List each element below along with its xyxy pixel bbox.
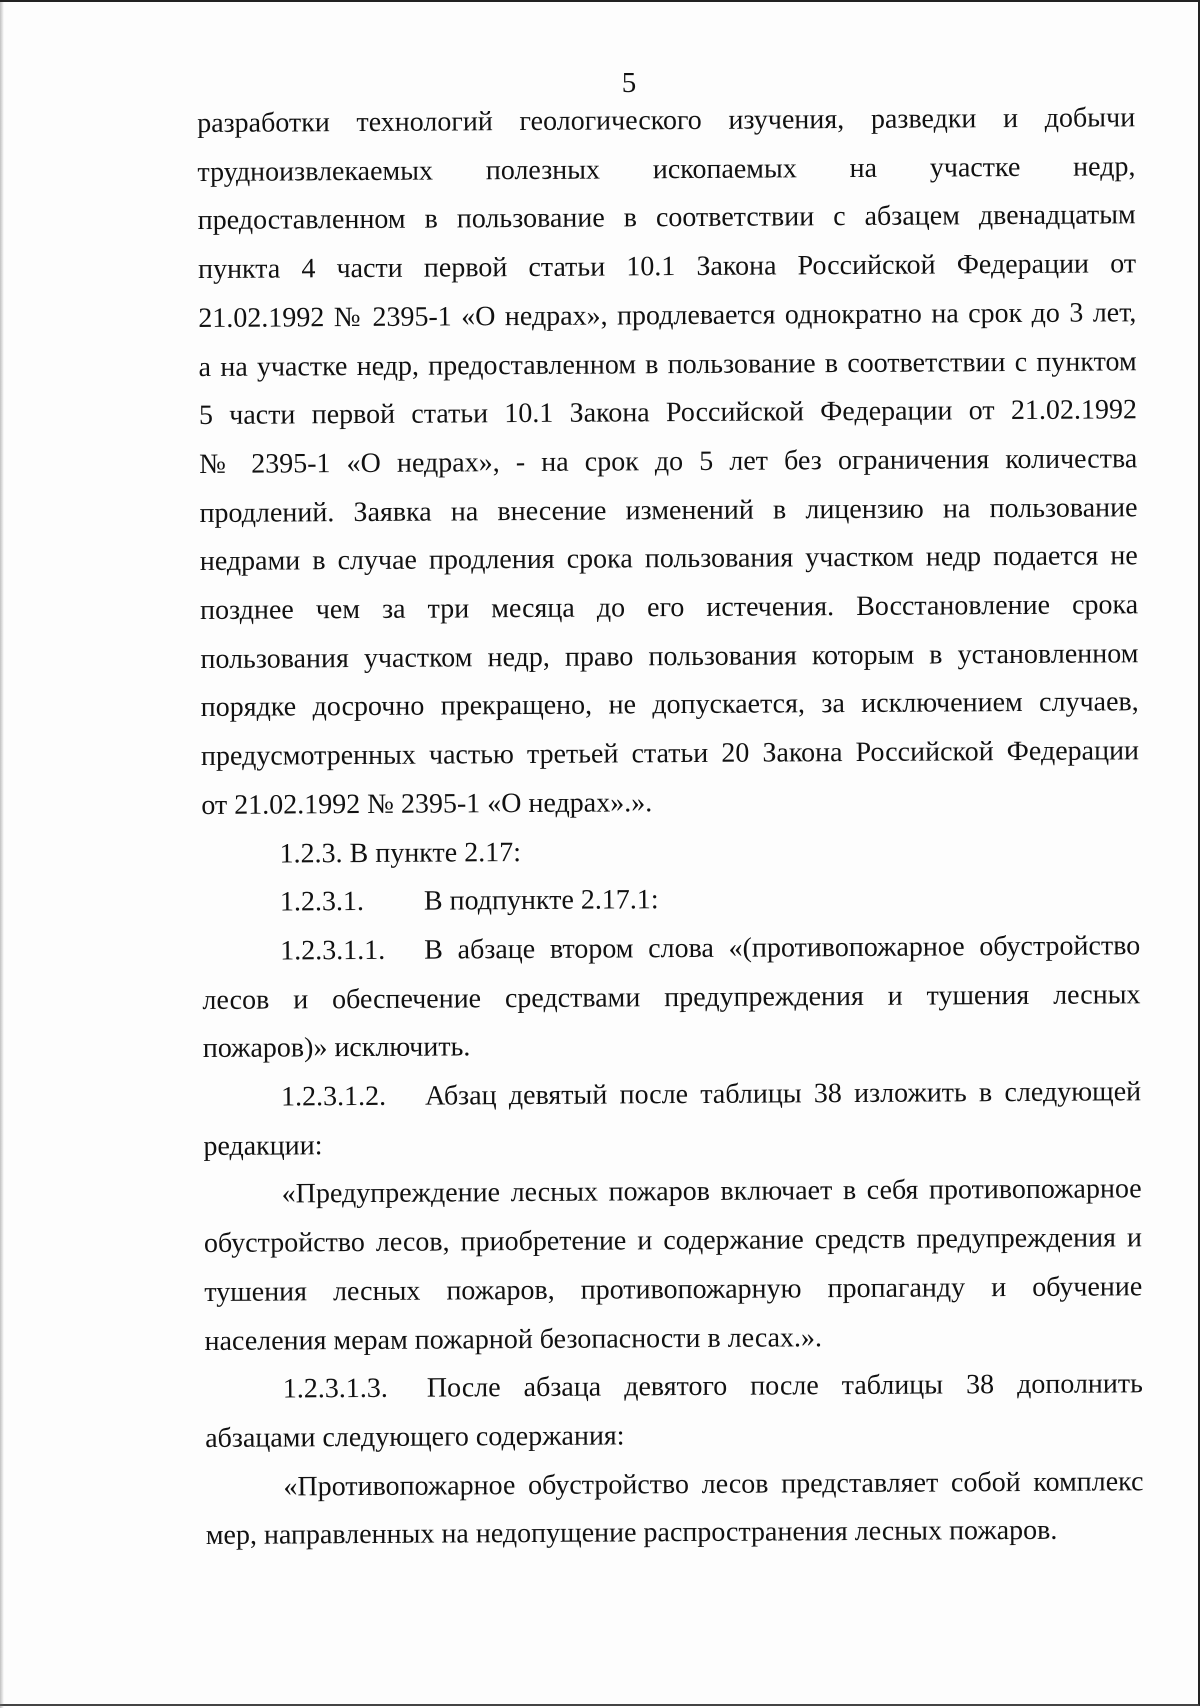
body-line: предоставленном в пользование в соответствии с абзацем двенадцатым [197, 199, 1136, 237]
body-line: порядке досрочно прекращено, не допускается, за исключением случаев, [200, 686, 1139, 724]
body-line: недрами в случае продления срока пользования участком недр подается не [199, 540, 1138, 578]
body-line: населения мерам пожарной безопасности в лесах.». [204, 1321, 823, 1357]
clause-text: В подпункте 2.17.1: [423, 884, 659, 917]
body-line: пункта 4 части первой статьи 10.1 Закона Российской Федерации от [197, 248, 1137, 286]
page-number: 5 [621, 67, 637, 99]
body-line: обустройство лесов, приобретение и содержание средств предупреждения и [203, 1222, 1143, 1260]
body-line: а на участке недр, предоставленном в пользование в соответствии с пунктом [198, 345, 1137, 383]
body-line: тушения лесных пожаров, противопожарную пропаганду и обучение [204, 1271, 1143, 1308]
body-line: редакции: [203, 1130, 323, 1162]
body-line: абзацами следующего содержания: [205, 1420, 625, 1454]
clause-number: 1.2.3.1.2. [280, 1080, 387, 1113]
clause-number: 1.2.3.1.3. [282, 1373, 388, 1405]
clause-1-2-3: 1.2.3. В пункте 2.17: [279, 836, 522, 870]
quote-paragraph-first-line: «Противопожарное обустройство лесов представляет собой комплекс [283, 1465, 1144, 1503]
body-line: пользования участком недр, право пользования которым в установленном [200, 637, 1139, 675]
body-line: пожаров)» исключить. [202, 1031, 471, 1065]
body-line: № 2395-1 «О недрах», - на срок до 5 лет без ограничения количества [199, 443, 1138, 480]
clause-number: 1.2.3.1.1. [280, 934, 386, 967]
body-line: предусмотренных частью третьей статьи 20 Закона Российской Федерации [200, 735, 1140, 773]
clause-text: В абзаце втором слова «(противопожарное обустройство [424, 930, 1141, 966]
body-line: 5 части первой статьи 10.1 Закона Российской Федерации от 21.02.1992 [198, 394, 1138, 432]
clause-1-2-3-1-1 [202, 922, 1140, 976]
clause-1-2-3-1 [202, 874, 1140, 928]
scan-edge-shadow [0, 2, 4, 1708]
clause-1-2-3-1-3 [205, 1361, 1143, 1415]
clause-text: После абзаца девятого после таблицы 38 дополнить [426, 1368, 1143, 1404]
body-line: позднее чем за три месяца до его истечения. Восстановление срока [200, 589, 1139, 627]
quote-paragraph-first-line: «Предупреждение лесных пожаров включает в себя противопожарное [281, 1173, 1142, 1210]
body-line: мер, направленных на недопущение распространения лесных пожаров. [205, 1515, 1058, 1552]
body-line: трудноизвлекаемых полезных ископаемых на участке недр, [197, 150, 1136, 188]
body-line: разработки технологий геологического изучения, разведки и добычи [197, 102, 1136, 139]
body-line: продлений. Заявка на внесение изменений в лицензию на пользование [199, 491, 1138, 529]
body-line: от 21.02.1992 № 2395-1 «О недрах».». [201, 787, 653, 821]
clause-1-2-3-1-2 [203, 1068, 1141, 1122]
body-line: лесов и обеспечение средствами предупреждения и тушения лесных [202, 978, 1141, 1016]
body-line: 21.02.1992 № 2395-1 «О недрах», продлевается однократно на срок до 3 лет, [198, 297, 1137, 334]
clause-text: Абзац девятый после таблицы 38 изложить в следующей [424, 1076, 1142, 1112]
document-body [197, 94, 1144, 1561]
clause-number: 1.2.3.1. [279, 886, 364, 918]
